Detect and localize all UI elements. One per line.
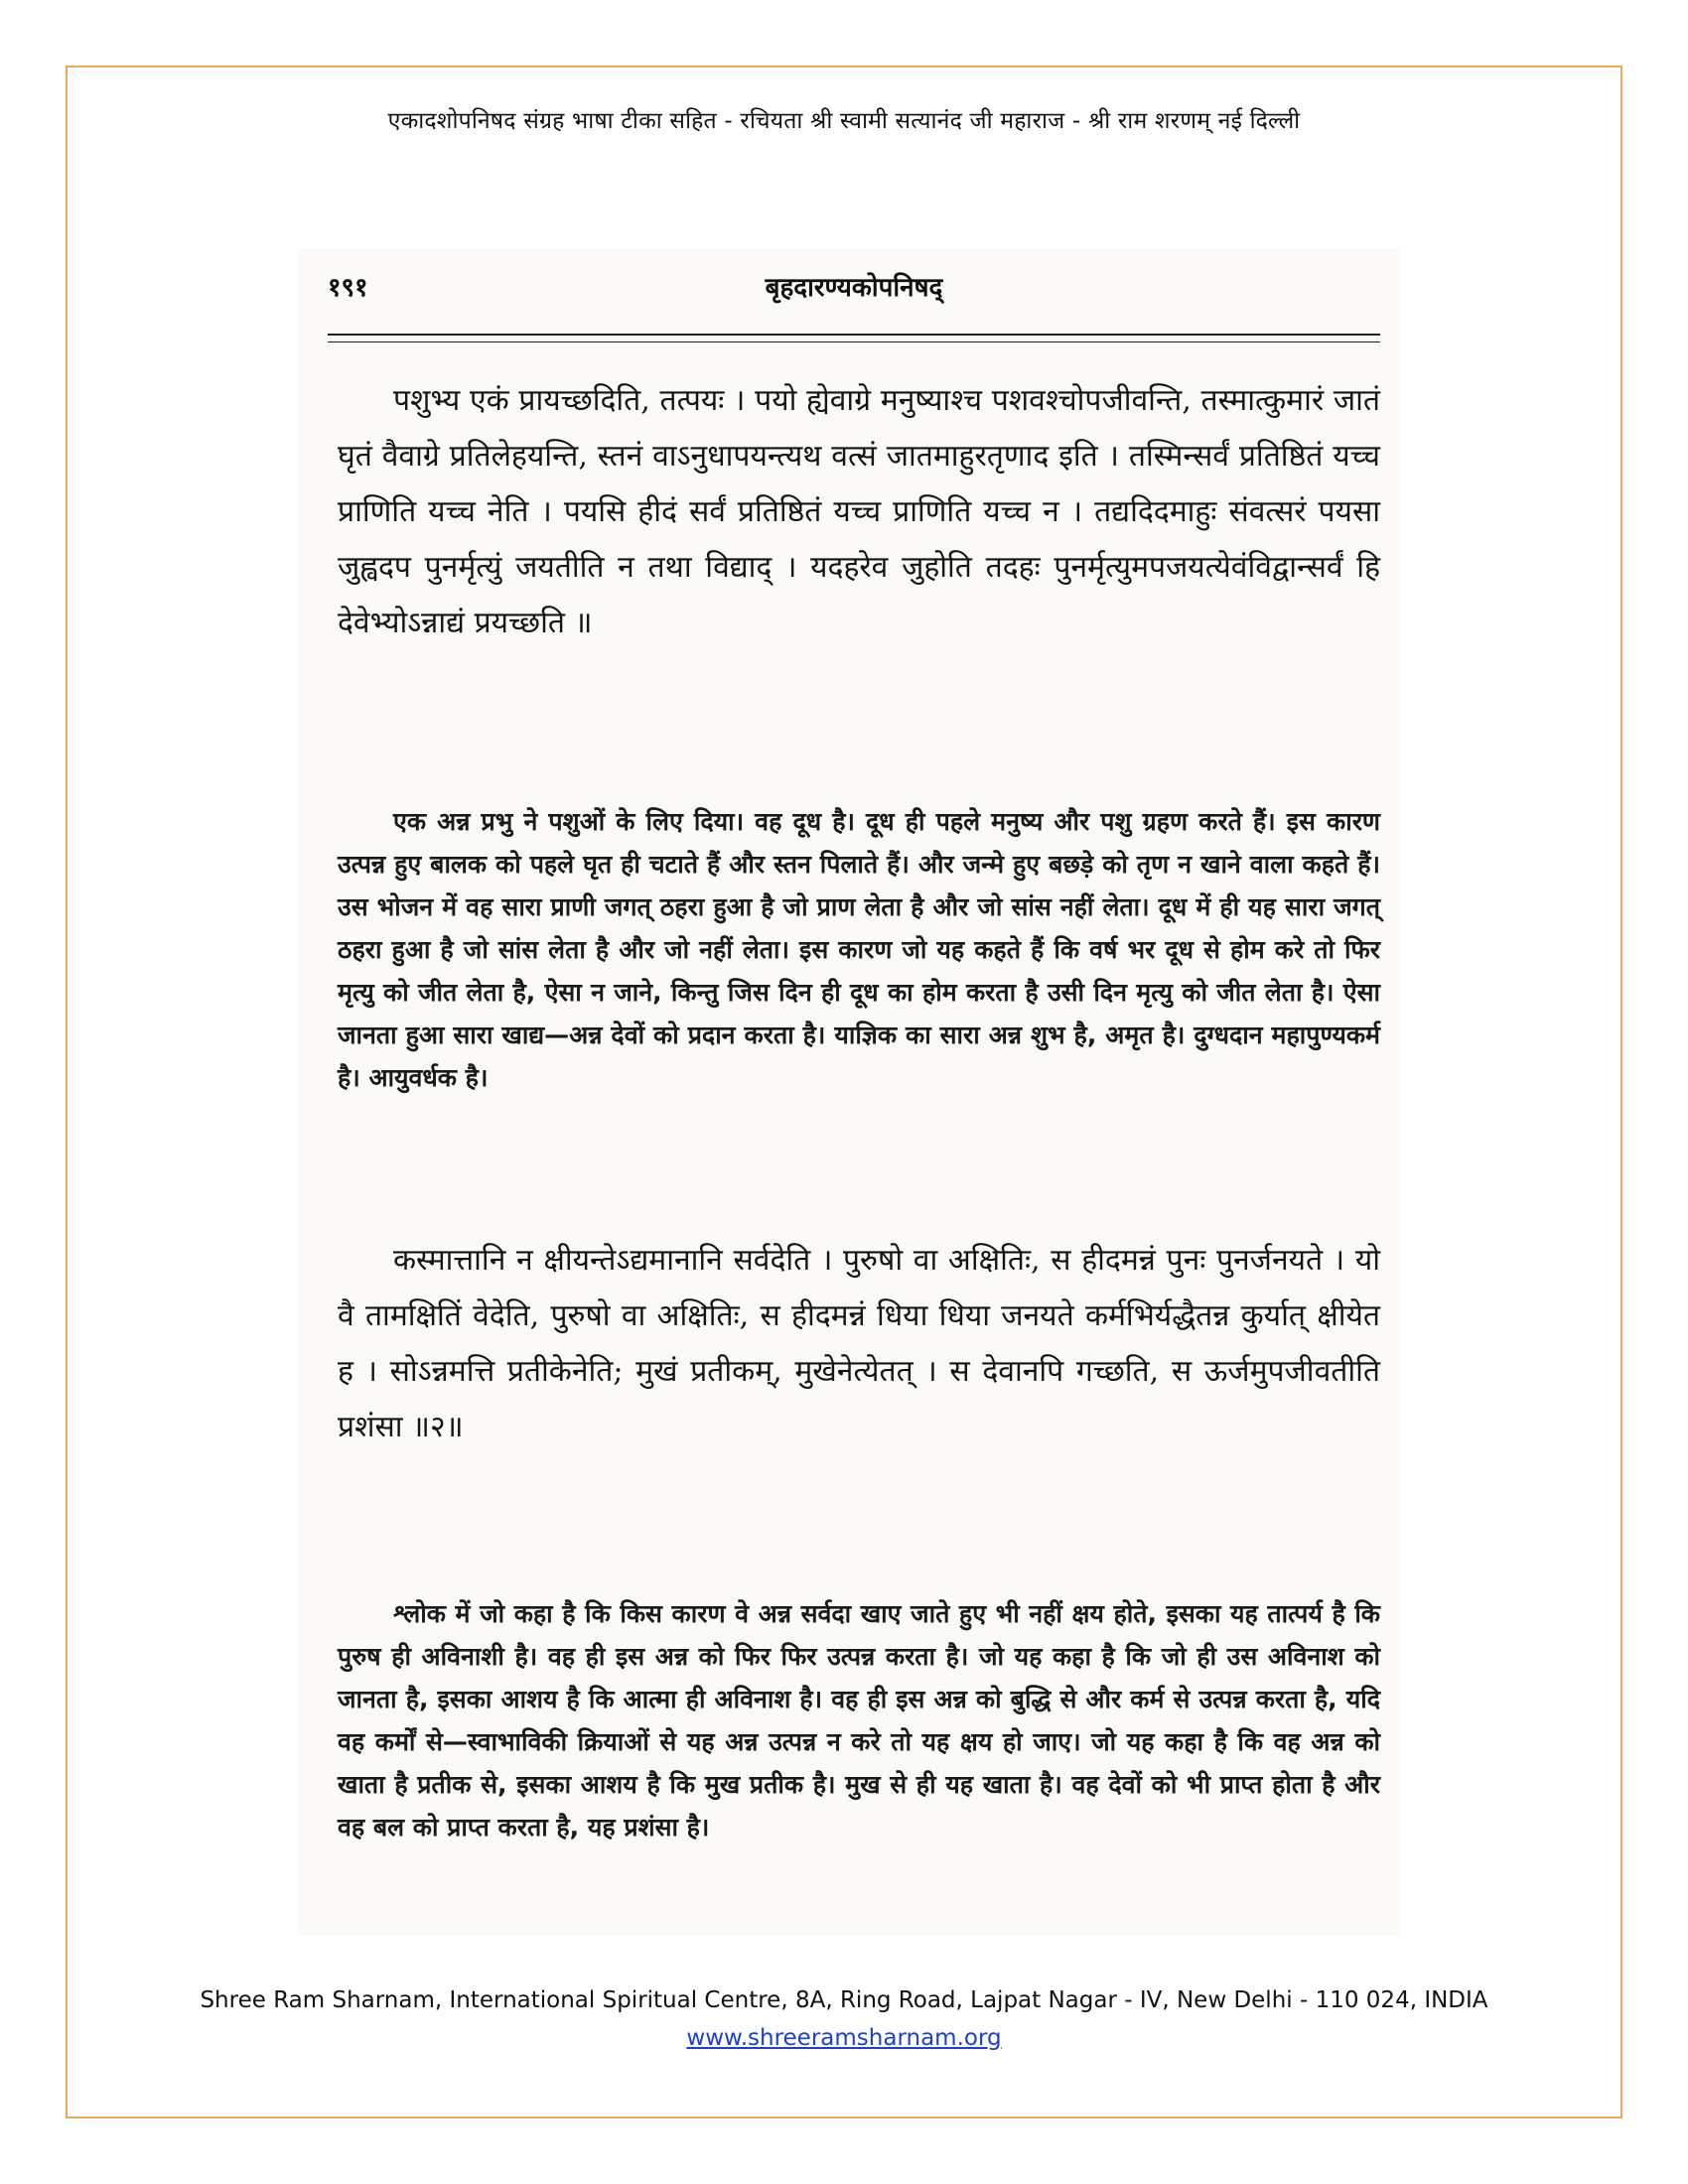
- footer-address: Shree Ram Sharnam, International Spiritual Centre, 8A, Ring Road, Lajpat Nagar - IV, New Delhi - 110 024, INDIA: [200, 1987, 1488, 2013]
- hindi-commentary-2: श्लोक में जो कहा है कि किस कारण वे अन्न सर्वदा खाए जाते हुए भी नहीं क्षय होते, इसका यह तात्पर्य है कि पुरुष ही अविनाशी है। वह ही इस अन्न को फिर फिर उत्पन्न करता है। जो यह कहा है कि जो ही उस अविनाश को जानता है, इसका आशय है कि आत्मा ही अविनाश है। वह ही इस अन्न को बुद्धि से और कर्म से उत्पन्न करता है, यदि वह कर्मों से—स्वाभाविकी क्रियाओं से यह अन्न उत्पन्न न करे तो यह क्षय हो जाए। जो यह कहा है कि वह अन्न को खाता है प्रतीक से, इसका आशय है कि मुख प्रतीक है। मुख से ही यह खाता है। वह देवों को भी प्राप्त होता है और वह बल को प्राप्त करता है, यह प्रशंसा है।: [338, 1599, 1380, 1842]
- scanned-page: [298, 248, 1400, 1936]
- sanskrit-verse-2: कस्मात्तानि न क्षीयन्तेऽद्यमानानि सर्वदेति । पुरुषो वा अक्षितिः, स हीदमन्नं पुनः पुनर्जनयते । यो वै तामक्षितिं वेदेति, पुरुषो वा अक्षितिः, स हीदमन्नं धिया धिया जनयते कर्मभिर्यद्धैतन्न कुर्यात् क्षीयेत ह । सोऽन्नमत्ति प्रतीकेनेति; मुखं प्रतीकम्, मुखेनेत्येतत् । स देवानपि गच्छति, स ऊर्जमुपजीवतीति प्रशंसा ॥२॥: [338, 1243, 1380, 1444]
- page-number: १९१: [328, 273, 368, 303]
- footer-website: [0, 2025, 1688, 2051]
- running-head: [328, 268, 1380, 308]
- header-rule-thin: [328, 341, 1380, 342]
- sanskrit-verse-1: पशुभ्य एकं प्रायच्छदिति, तत्पयः । पयो ह्येवाग्रे मनुष्याश्च पशवश्चोपजीवन्ति, तस्मात्कुमारं जातं घृतं वैवाग्रे प्रतिलेहयन्ति, स्तनं वाऽनुधापयन्त्यथ वत्सं जातमाहुरतृणाद इति । तस्मिन्सर्वं प्रतिष्ठितं यच्च प्राणिति यच्च नेति । पयसि हीदं सर्वं प्रतिष्ठितं यच्च प्राणिति यच्च न । तद्यदिदमाहुः संवत्सरं पयसा जुह्वदप पुनर्मृत्युं जयतीति न तथा विद्याद् । यदहरेव जुहोति तदहः पुनर्मृत्युमपजयत्येवंविद्वान्सर्वं हि देवेभ्योऽन्नाद्यं प्रयच्छति ॥: [338, 383, 1380, 640]
- running-title: बृहदारण्यकोपनिषद्: [765, 273, 943, 303]
- hindi-commentary-1: एक अन्न प्रभु ने पशुओं के लिए दिया। वह दूध है। दूध ही पहले मनुष्य और पशु ग्रहण करते हैं। इस कारण उत्पन्न हुए बालक को पहले घृत ही चटाते हैं और स्तन पिलाते हैं। और जन्मे हुए बछड़े को तृण न खाने वाला कहते हैं। उस भोजन में वह सारा प्राणी जगत् ठहरा हुआ है जो प्राण लेता है और जो सांस नहीं लेता। दूध में ही यह सारा जगत् ठहरा हुआ है जो सांस लेता है और जो नहीं लेता। इस कारण जो यह कहते हैं कि वर्ष भर दूध से होम करे तो फिर मृत्यु को जीत लेता है, ऐसा न जाने, किन्तु जिस दिन ही दूध का होम करता है उसी दिन मृत्यु को जीत लेता है। ऐसा जानता हुआ सारा खाद्य—अन्न देवों को प्रदान करता है। याज्ञिक का सारा अन्न शुभ है, अमृत है। दुग्धदान महापुण्यकर्म है। आयुवर्धक है।: [338, 807, 1380, 1092]
- header-rule-thick: [328, 334, 1380, 336]
- page-header: एकादशोपनिषद संग्रह भाषा टीका सहित - रचियता श्री स्वामी सत्यानंद जी महाराज - श्री राम शरणम् नई दिल्ली: [387, 108, 1301, 134]
- website-link[interactable]: www.shreeramsharnam.org: [686, 2025, 1002, 2051]
